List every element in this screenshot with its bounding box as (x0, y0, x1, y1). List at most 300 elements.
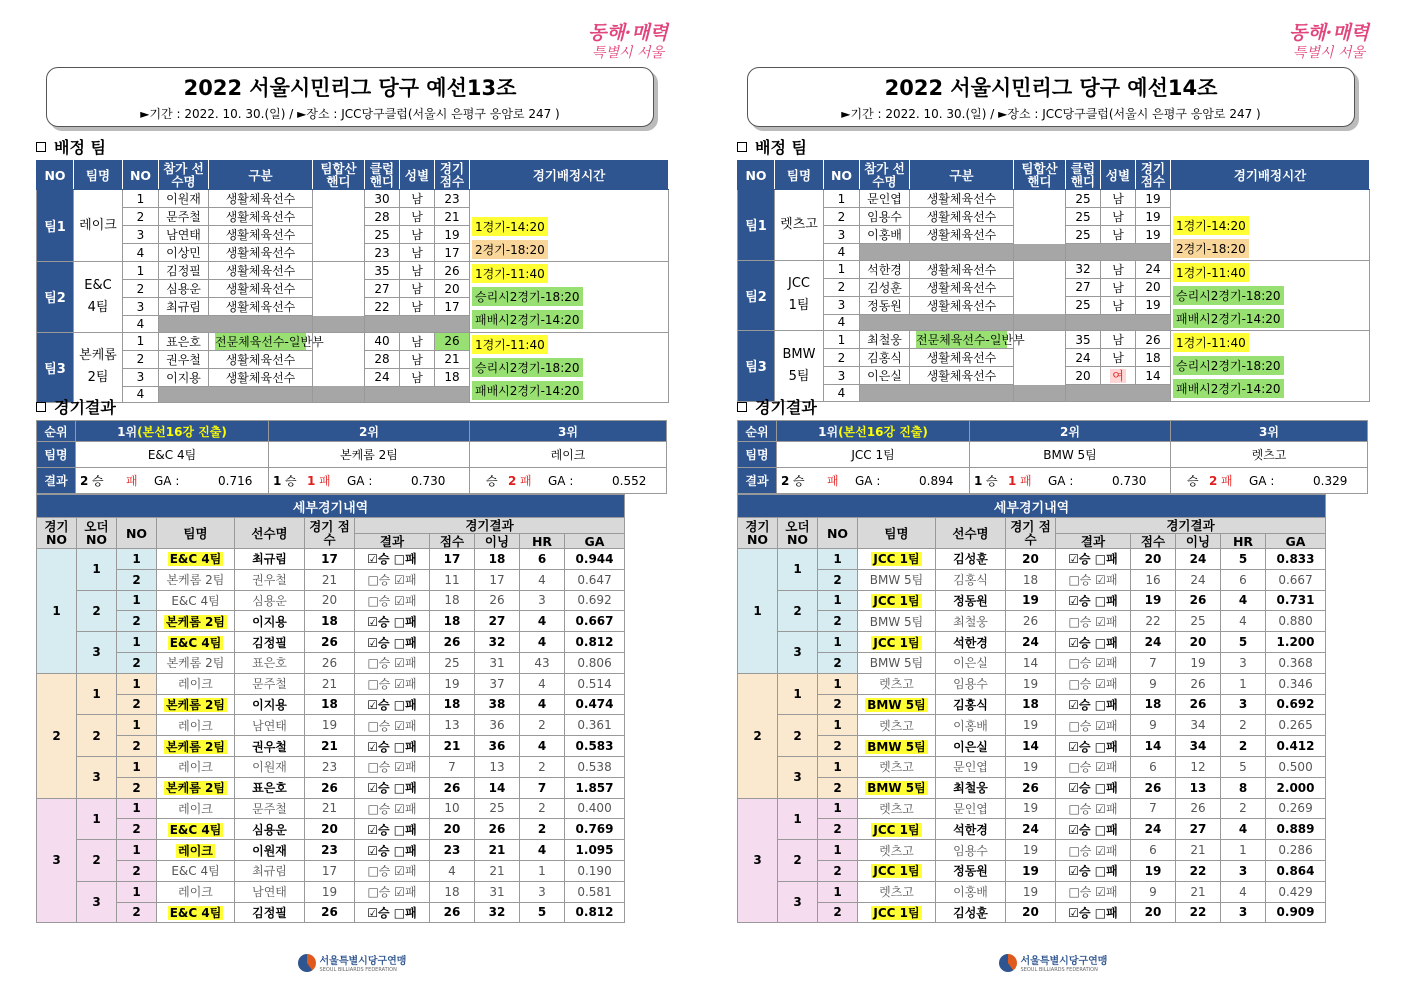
match-stat: 7 (520, 777, 565, 798)
match-player: 이은실 (936, 652, 1006, 673)
match-stat: 22 (1176, 860, 1221, 881)
player-no: 1 (123, 262, 159, 280)
order-no: 2 (778, 590, 818, 632)
match-stat: 18 (475, 549, 520, 570)
title-box (46, 67, 654, 127)
order-no: 3 (77, 756, 117, 798)
match-stat: 14 (475, 777, 520, 798)
match-stat: 7 (430, 756, 475, 777)
gender: 남 (1101, 349, 1136, 367)
player-category: 생활체육선수 (910, 367, 1014, 385)
match-stat: 14 (1131, 736, 1176, 757)
match-stat: 0.864 (1266, 860, 1326, 881)
match-stat: 18 (430, 881, 475, 902)
row-no: 1 (818, 673, 858, 694)
match-stat: 26 (1176, 673, 1221, 694)
match-player: 정동원 (936, 590, 1006, 611)
match-stat: 4 (1221, 881, 1266, 902)
player-category: 생활체육선수 (910, 296, 1014, 314)
order-no: 2 (77, 715, 117, 757)
row-no: 1 (117, 632, 157, 653)
match-player: 권우철 (235, 736, 305, 757)
match-stat: 4 (520, 694, 565, 715)
match-stat: 0.880 (1266, 611, 1326, 632)
match-stat: 0.731 (1266, 590, 1326, 611)
match-stat: 18 (430, 611, 475, 632)
match-stat: 13 (475, 756, 520, 777)
detail-header-cell: 경기 점수 (1006, 518, 1056, 549)
match-game-score: 20 (1006, 549, 1056, 570)
player-category: 생활체육선수 (910, 226, 1014, 244)
game-no: 3 (738, 798, 778, 923)
player-category: 생활체육선수 (209, 280, 313, 298)
schedule-tag: 1경기-11:40 (472, 264, 548, 283)
player-name: 이홍배 (860, 226, 910, 244)
schedule-tag: 패배시2경기-14:20 (472, 310, 583, 329)
win-loss-checkbox: ☑승 □패 (355, 777, 430, 798)
match-game-score: 18 (305, 611, 355, 632)
player-name: 김성훈 (860, 278, 910, 296)
match-stat: 8 (1221, 777, 1266, 798)
match-stat: 0.944 (565, 549, 625, 570)
match-stat: 9 (1131, 673, 1176, 694)
seoul-brand-logo: 동해·매력 특별시 서울 (1288, 22, 1369, 61)
match-player: 문주철 (235, 673, 305, 694)
team-name: 렛츠고 (775, 190, 824, 261)
page-title: 2022 서울시민리그 당구 예선13조 (183, 76, 517, 100)
row-no: 2 (117, 611, 157, 632)
match-row (37, 840, 625, 861)
match-player: 표은호 (235, 777, 305, 798)
match-stat: 0.909 (1266, 902, 1326, 923)
match-row (738, 549, 1326, 570)
club-handicap: 25 (1066, 190, 1101, 208)
match-row (37, 611, 625, 632)
match-stat: 32 (475, 902, 520, 923)
win-loss-checkbox: ☑승 □패 (355, 611, 430, 632)
player-name: 심용운 (159, 280, 209, 298)
game-score: 17 (435, 298, 470, 316)
win-loss-checkbox: ☑승 □패 (355, 694, 430, 715)
order-no: 3 (778, 632, 818, 674)
detail-header-cell: 점수 (1131, 534, 1176, 549)
gender: 남 (400, 280, 435, 298)
match-game-score: 19 (1006, 840, 1056, 861)
match-team: 레이크 (157, 840, 235, 861)
match-player: 이홍배 (936, 881, 1006, 902)
row-no: 1 (818, 881, 858, 902)
empty-slot (159, 386, 365, 403)
row-no: 2 (117, 819, 157, 840)
detail-header-cell: 경기결과 (1056, 518, 1326, 534)
team-header-cell: 팀명 (775, 161, 824, 190)
detail-header-cell: 팀명 (157, 518, 235, 549)
club-handicap: 24 (365, 368, 400, 386)
match-stat: 0.812 (565, 632, 625, 653)
match-stat: 2 (520, 756, 565, 777)
win-loss-checkbox: ☑승 □패 (1056, 694, 1131, 715)
match-stat: 0.346 (1266, 673, 1326, 694)
match-stat: 18 (1131, 694, 1176, 715)
schedule-tag: 승리시2경기-18:20 (1173, 356, 1284, 375)
game-no: 1 (37, 549, 77, 674)
detail-header-cell: 선수명 (235, 518, 305, 549)
player-no: 4 (123, 316, 159, 333)
match-stat: 0.538 (565, 756, 625, 777)
match-row (738, 611, 1326, 632)
detail-title: 세부경기내역 (738, 495, 1326, 518)
order-no: 1 (77, 549, 117, 591)
gender: 남 (1101, 278, 1136, 296)
player-no: 2 (824, 349, 860, 367)
match-stat: 26 (430, 632, 475, 653)
game-score: 23 (435, 190, 470, 208)
empty-slot (860, 314, 1066, 331)
team-result: 승 2 패 GA : 0.552 (470, 468, 667, 494)
match-team: E&C 4팀 (157, 632, 235, 653)
match-row (37, 590, 625, 611)
detail-header-cell: 팀명 (858, 518, 936, 549)
match-row (738, 652, 1326, 673)
club-handicap: 40 (365, 332, 400, 350)
match-player: 문인엽 (936, 756, 1006, 777)
player-name: 권우철 (159, 350, 209, 368)
match-stat: 9 (1131, 881, 1176, 902)
match-stat: 19 (430, 673, 475, 694)
detail-header-cell: 경기 NO (37, 518, 77, 549)
club-handicap: 28 (365, 350, 400, 368)
game-score: 19 (1136, 208, 1171, 226)
match-stat: 36 (475, 736, 520, 757)
match-player: 김홍식 (936, 569, 1006, 590)
gender: 남 (400, 298, 435, 316)
match-player: 문인엽 (936, 798, 1006, 819)
match-stat: 0.692 (565, 590, 625, 611)
match-stat: 4 (520, 673, 565, 694)
bracket-sheet (36, 0, 668, 992)
gender: 남 (1101, 260, 1136, 278)
match-row (738, 840, 1326, 861)
match-stat: 16 (1131, 569, 1176, 590)
match-row (738, 694, 1326, 715)
match-team: 본케롬 2팀 (157, 611, 235, 632)
schedule-tag: 패배시2경기-14:20 (472, 381, 583, 400)
win-loss-checkbox: ☑승 □패 (1056, 590, 1131, 611)
detail-header-cell: 이닝 (1176, 534, 1221, 549)
match-stat: 18 (430, 590, 475, 611)
match-team: E&C 4팀 (157, 549, 235, 570)
team-result: 2 승 패 GA : 0.716 (76, 468, 269, 494)
match-player: 권우철 (235, 569, 305, 590)
team-label: 팀명 (37, 442, 76, 468)
order-no: 1 (778, 549, 818, 591)
match-player: 최철웅 (936, 777, 1006, 798)
ranked-team: BMW 5팀 (970, 442, 1171, 468)
player-category: 생활체육선수 (209, 208, 313, 226)
row-no: 1 (117, 673, 157, 694)
match-game-score: 26 (305, 632, 355, 653)
match-game-score: 19 (1006, 798, 1056, 819)
player-category: 생활체육선수 (209, 368, 313, 386)
player-no: 2 (824, 208, 860, 226)
match-player: 이홍배 (936, 715, 1006, 736)
gender: 남 (1101, 190, 1136, 208)
match-stat: 0.269 (1266, 798, 1326, 819)
match-team: JCC 1팀 (858, 819, 936, 840)
player-no: 3 (824, 296, 860, 314)
match-stat: 25 (430, 652, 475, 673)
player-category: 생활체육선수 (910, 260, 1014, 278)
row-no: 2 (818, 611, 858, 632)
game-score: 18 (1136, 349, 1171, 367)
match-stat: 25 (1176, 611, 1221, 632)
game-no: 3 (37, 798, 77, 923)
team-header-cell: NO (123, 161, 159, 190)
match-team: 레이크 (157, 715, 235, 736)
team-label: 팀명 (738, 442, 777, 468)
detail-header-cell: NO (818, 518, 858, 549)
player-category: 생활체육선수 (209, 350, 313, 368)
rank-1: 1위(본선16강 진출) (777, 421, 970, 442)
match-team: 본케롬 2팀 (157, 694, 235, 715)
match-stat: 0.368 (1266, 652, 1326, 673)
match-game-score: 18 (305, 694, 355, 715)
match-team: 렛츠고 (858, 798, 936, 819)
match-game-score: 20 (305, 819, 355, 840)
match-stat: 24 (1131, 819, 1176, 840)
game-score: 24 (1136, 260, 1171, 278)
match-team: 레이크 (157, 756, 235, 777)
detail-header-cell: 결과 (1056, 534, 1131, 549)
match-player: 심용운 (235, 819, 305, 840)
match-game-score: 21 (305, 736, 355, 757)
match-stat: 0.889 (1266, 819, 1326, 840)
match-row (37, 798, 625, 819)
match-stat: 17 (475, 569, 520, 590)
match-stat: 0.265 (1266, 715, 1326, 736)
team-header-cell: 클럽 핸디 (365, 161, 400, 190)
detail-header-cell: 경기 점수 (305, 518, 355, 549)
match-detail-table (36, 494, 625, 923)
team-result: 2 승 패 GA : 0.894 (777, 468, 970, 494)
match-team: 레이크 (157, 798, 235, 819)
row-no: 2 (818, 777, 858, 798)
row-no: 1 (117, 590, 157, 611)
match-stat: 0.667 (1266, 569, 1326, 590)
club-handicap: 25 (1066, 296, 1101, 314)
empty-slot (1066, 314, 1171, 331)
empty-slot (159, 316, 365, 333)
player-no: 3 (824, 226, 860, 244)
player-no: 3 (123, 298, 159, 316)
detail-header-cell: 점수 (430, 534, 475, 549)
team-header-cell: 성별 (1101, 161, 1136, 190)
match-stat: 2 (520, 819, 565, 840)
order-no: 2 (778, 715, 818, 757)
match-stat: 0.190 (565, 860, 625, 881)
match-stat: 7 (1131, 652, 1176, 673)
schedule-tag: 1경기-11:40 (472, 335, 548, 354)
game-no: 2 (37, 673, 77, 798)
detail-header-cell: 이닝 (475, 534, 520, 549)
match-stat: 5 (1221, 632, 1266, 653)
match-player: 김정필 (235, 902, 305, 923)
federation-footer (737, 952, 1369, 976)
match-stat: 0.833 (1266, 549, 1326, 570)
player-name: 문주철 (159, 208, 209, 226)
win-loss-checkbox: □승 ☑패 (355, 715, 430, 736)
ranked-team: 본케롬 2팀 (269, 442, 470, 468)
match-game-score: 19 (305, 715, 355, 736)
match-player: 김성훈 (936, 902, 1006, 923)
game-score: 20 (435, 280, 470, 298)
row-no: 2 (117, 652, 157, 673)
match-stat: 2 (520, 715, 565, 736)
match-stat: 31 (475, 881, 520, 902)
player-no: 3 (123, 368, 159, 386)
match-stat: 0.667 (565, 611, 625, 632)
schedule-tag: 승리시2경기-18:20 (472, 287, 583, 306)
match-player: 임용수 (936, 673, 1006, 694)
page-subtitle: ►기간 : 2022. 10. 30.(일) / ►장소 : JCC당구클럽(서울시 은평구 응암로 247 ) (140, 107, 560, 121)
win-loss-checkbox: ☑승 □패 (1056, 819, 1131, 840)
match-player: 김홍식 (936, 694, 1006, 715)
match-stat: 13 (430, 715, 475, 736)
order-no: 2 (77, 590, 117, 632)
rank-label: 순위 (738, 421, 777, 442)
match-game-score: 24 (1006, 632, 1056, 653)
row-no: 1 (117, 881, 157, 902)
match-player: 표은호 (235, 652, 305, 673)
team-result: 1 승 1 패 GA : 0.730 (970, 468, 1171, 494)
match-team: BMW 5팀 (858, 569, 936, 590)
team-name: E&C 4팀 (74, 262, 123, 333)
match-stat: 1 (520, 860, 565, 881)
club-handicap: 28 (365, 208, 400, 226)
schedule-cell (1171, 260, 1370, 331)
match-stat: 21 (1176, 840, 1221, 861)
match-stat: 21 (475, 860, 520, 881)
federation-logo: 서울특별시당구연맹 SEOUL BILLIARDS FEDERATION (999, 952, 1108, 973)
match-team: 렛츠고 (858, 840, 936, 861)
match-stat: 26 (1176, 798, 1221, 819)
match-row (37, 569, 625, 590)
game-score: 21 (435, 350, 470, 368)
match-row (738, 881, 1326, 902)
player-name: 이상민 (159, 244, 209, 262)
match-stat: 0.581 (565, 881, 625, 902)
match-game-score: 26 (305, 902, 355, 923)
order-no: 3 (778, 881, 818, 923)
match-row (738, 777, 1326, 798)
row-no: 1 (117, 840, 157, 861)
match-row (738, 798, 1326, 819)
row-no: 2 (818, 736, 858, 757)
match-team: JCC 1팀 (858, 902, 936, 923)
detail-header-cell: GA (565, 534, 625, 549)
order-no: 1 (778, 798, 818, 840)
schedule-tag: 승리시2경기-18:20 (472, 358, 583, 377)
win-loss-checkbox: ☑승 □패 (1056, 632, 1131, 653)
match-stat: 24 (1131, 632, 1176, 653)
player-no: 1 (123, 332, 159, 350)
ranked-team: 렛츠고 (1171, 442, 1368, 468)
row-no: 2 (117, 736, 157, 757)
match-player: 정동원 (936, 860, 1006, 881)
match-game-score: 21 (305, 673, 355, 694)
row-no: 1 (818, 840, 858, 861)
player-name: 김정필 (159, 262, 209, 280)
rank-2: 2위 (269, 421, 470, 442)
match-row (37, 860, 625, 881)
player-category: 생활체육선수 (209, 244, 313, 262)
order-no: 1 (778, 673, 818, 715)
match-stat: 22 (1131, 611, 1176, 632)
player-no: 3 (123, 226, 159, 244)
player-no: 3 (824, 367, 860, 385)
player-no: 2 (824, 278, 860, 296)
match-stat: 0.583 (565, 736, 625, 757)
section-results-heading: 경기결과 (737, 398, 817, 418)
row-no: 1 (818, 798, 858, 819)
detail-header-cell: 경기결과 (355, 518, 625, 534)
match-stat: 1.857 (565, 777, 625, 798)
match-game-score: 23 (305, 840, 355, 861)
result-label: 결과 (738, 468, 777, 494)
team-header-cell: 경기 점수 (435, 161, 470, 190)
player-no: 4 (123, 244, 159, 262)
match-team: 본케롬 2팀 (157, 736, 235, 757)
billiard-ball-icon (298, 954, 316, 972)
match-stat: 6 (520, 549, 565, 570)
team-header-cell: NO (738, 161, 775, 190)
match-stat: 32 (475, 632, 520, 653)
club-handicap: 32 (1066, 260, 1101, 278)
player-no: 1 (824, 260, 860, 278)
player-no: 4 (824, 314, 860, 331)
player-category: 생활체육선수 (910, 208, 1014, 226)
ranked-team: 레이크 (470, 442, 667, 468)
match-row (738, 590, 1326, 611)
gender: 남 (1101, 208, 1136, 226)
ranked-team: E&C 4팀 (76, 442, 269, 468)
player-category: 생활체육선수 (209, 298, 313, 316)
detail-header-cell: 결과 (355, 534, 430, 549)
order-no: 3 (77, 632, 117, 674)
player-no: 1 (824, 331, 860, 349)
match-stat: 6 (1131, 840, 1176, 861)
match-stat: 5 (520, 902, 565, 923)
schedule-tag: 2경기-18:20 (1173, 239, 1249, 258)
match-stat: 24 (1176, 569, 1221, 590)
match-row (738, 902, 1326, 923)
match-stat: 26 (1176, 590, 1221, 611)
match-team: 레이크 (157, 881, 235, 902)
checkbox-icon (36, 402, 46, 412)
match-stat: 26 (1176, 694, 1221, 715)
seoul-brand-logo: 동해·매력 특별시 서울 (587, 22, 668, 61)
club-handicap: 25 (1066, 208, 1101, 226)
match-stat: 34 (1176, 715, 1221, 736)
win-loss-checkbox: ☑승 □패 (1056, 549, 1131, 570)
match-game-score: 19 (1006, 715, 1056, 736)
page-subtitle: ►기간 : 2022. 10. 30.(일) / ►장소 : JCC당구클럽(서울시 은평구 응암로 247 ) (841, 107, 1261, 121)
match-stat: 20 (1131, 902, 1176, 923)
schedule-cell (470, 262, 669, 333)
win-loss-checkbox: □승 ☑패 (1056, 881, 1131, 902)
match-stat: 19 (1176, 652, 1221, 673)
match-game-score: 20 (305, 590, 355, 611)
